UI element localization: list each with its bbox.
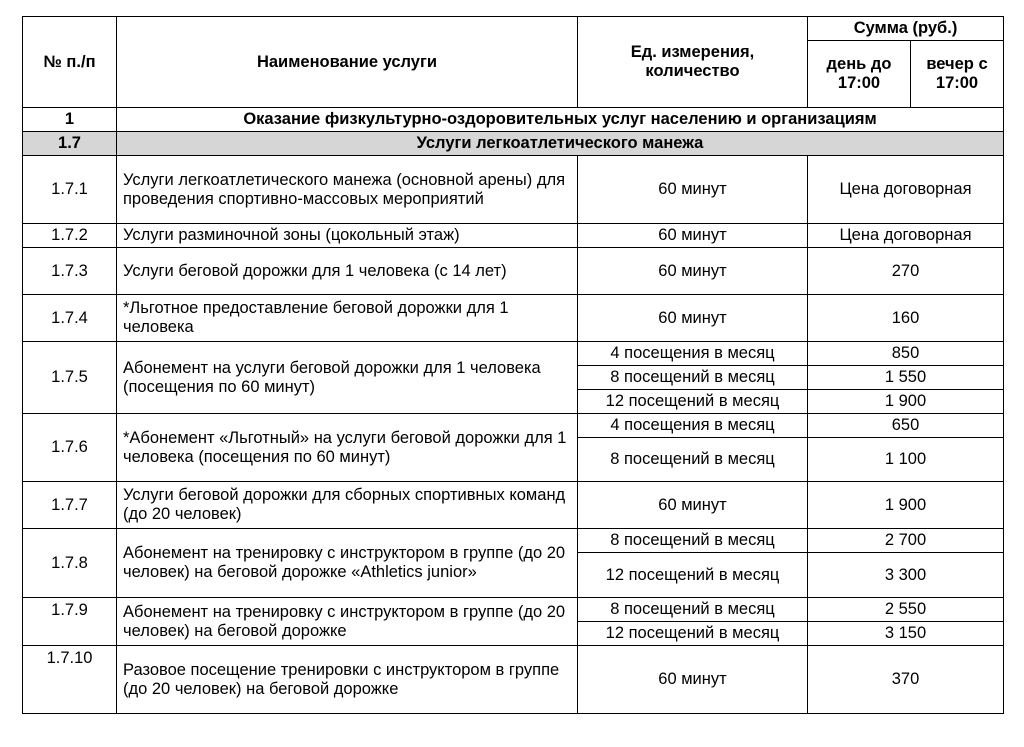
unit-cell: 8 посещений в месяц [578, 529, 808, 553]
service-name: Разовое посещение тренировки с инструктором в группе (до 20 человек) на беговой дорожке [117, 646, 578, 714]
price-cell: 1 900 [808, 390, 1004, 414]
table-row [23, 598, 1004, 622]
service-name: Услуги беговой дорожки для сборных спортивных команд (до 20 человек) [117, 482, 578, 529]
unit-cell: 12 посещений в месяц [578, 622, 808, 646]
row-number: 1.7.4 [23, 295, 117, 342]
service-name: Услуги беговой дорожки для 1 человека (с 14 лет) [117, 248, 578, 295]
unit-cell: 8 посещений в месяц [578, 598, 808, 622]
unit-cell: 60 минут [578, 248, 808, 295]
unit-cell: 12 посещений в месяц [578, 390, 808, 414]
row-number: 1.7.8 [23, 529, 117, 598]
price-cell: Цена договорная [808, 224, 1004, 248]
unit-cell: 60 минут [578, 156, 808, 224]
row-number: 1.7.6 [23, 414, 117, 482]
header-evening: вечер с 17:00 [911, 41, 1004, 108]
table-row [23, 224, 1004, 248]
service-name: Услуги легкоатлетического манежа (основной арены) для проведения спортивно-массовых мероприятий [117, 156, 578, 224]
price-cell: 3 150 [808, 622, 1004, 646]
table-row [23, 295, 1004, 342]
unit-cell: 60 минут [578, 224, 808, 248]
price-cell: 1 550 [808, 366, 1004, 390]
price-cell: Цена договорная [808, 156, 1004, 224]
row-number: 1.7.7 [23, 482, 117, 529]
row-number: 1.7.9 [23, 598, 117, 646]
price-cell: 2 700 [808, 529, 1004, 553]
row-number: 1.7.5 [23, 342, 117, 414]
subsection-title: Услуги легкоатлетического манежа [117, 132, 1004, 156]
unit-cell: 4 посещения в месяц [578, 342, 808, 366]
unit-cell: 8 посещений в месяц [578, 438, 808, 482]
unit-cell: 60 минут [578, 482, 808, 529]
price-cell: 1 100 [808, 438, 1004, 482]
price-cell: 1 900 [808, 482, 1004, 529]
service-name: Абонемент на тренировку с инструктором в группе (до 20 человек) на беговой дорожке [117, 598, 578, 646]
section-number: 1 [23, 108, 117, 132]
price-cell: 650 [808, 414, 1004, 438]
price-cell: 850 [808, 342, 1004, 366]
table-row [23, 529, 1004, 553]
price-table [22, 16, 1004, 714]
header-sum: Сумма (руб.) [808, 17, 1004, 41]
table-row [23, 482, 1004, 529]
price-cell: 270 [808, 248, 1004, 295]
service-name: *Льготное предоставление беговой дорожки для 1 человека [117, 295, 578, 342]
table-row [23, 414, 1004, 438]
unit-cell: 12 посещений в месяц [578, 553, 808, 598]
price-cell: 3 300 [808, 553, 1004, 598]
table-row [23, 646, 1004, 714]
header-day: день до 17:00 [808, 41, 911, 108]
price-cell: 160 [808, 295, 1004, 342]
row-number: 1.7.2 [23, 224, 117, 248]
price-cell: 2 550 [808, 598, 1004, 622]
row-number: 1.7.3 [23, 248, 117, 295]
price-cell: 370 [808, 646, 1004, 714]
service-name: Услуги разминочной зоны (цокольный этаж) [117, 224, 578, 248]
service-name: Абонемент на услуги беговой дорожки для 1 человека (посещения по 60 минут) [117, 342, 578, 414]
row-number: 1.7.1 [23, 156, 117, 224]
service-name: Абонемент на тренировку с инструктором в группе (до 20 человек) на беговой дорожке «Athletics junior» [117, 529, 578, 598]
table-row [23, 342, 1004, 366]
header-num: № п./п [23, 17, 117, 108]
table-row [23, 248, 1004, 295]
unit-cell: 8 посещений в месяц [578, 366, 808, 390]
section-title: Оказание физкультурно-оздоровительных услуг населению и организациям [117, 108, 1004, 132]
unit-cell: 4 посещения в месяц [578, 414, 808, 438]
unit-cell: 60 минут [578, 646, 808, 714]
table-row [23, 156, 1004, 224]
subsection-number: 1.7 [23, 132, 117, 156]
header-unit: Ед. измерения, количество [578, 17, 808, 108]
row-number: 1.7.10 [23, 646, 117, 714]
service-name: *Абонемент «Льготный» на услуги беговой дорожки для 1 человека (посещения по 60 минут) [117, 414, 578, 482]
header-name: Наименование услуги [117, 17, 578, 108]
unit-cell: 60 минут [578, 295, 808, 342]
